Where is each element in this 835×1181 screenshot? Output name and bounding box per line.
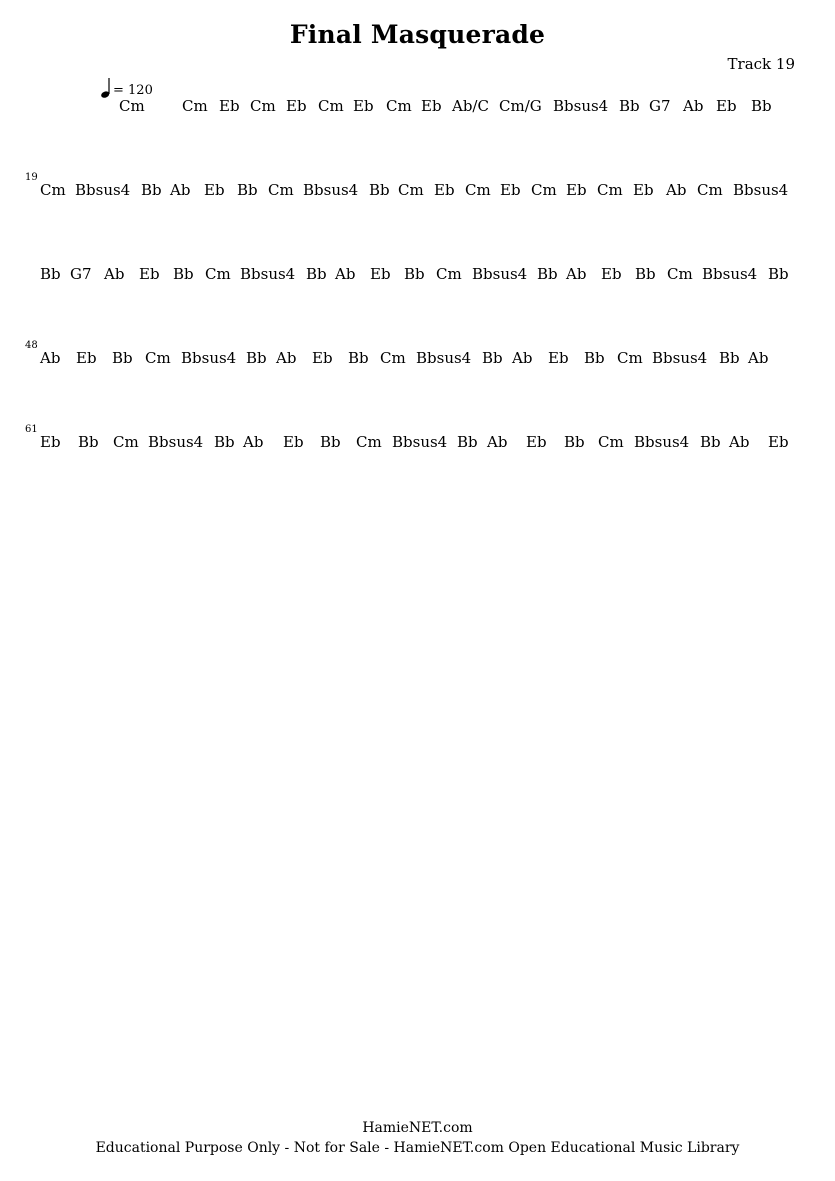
- chord-symbol: Cm: [697, 181, 723, 199]
- tempo-value: = 120: [113, 83, 153, 98]
- chord-symbol: Ab: [335, 265, 356, 283]
- chord-symbol: G7: [649, 97, 671, 115]
- chord-symbol: Bbsus4: [652, 349, 708, 367]
- chord-symbol: Eb: [500, 181, 521, 199]
- chord-symbol: Cm: [318, 97, 344, 115]
- chord-symbol: Bbsus4: [240, 265, 296, 283]
- chord-symbol: Bb: [369, 181, 390, 199]
- chord-symbol: Eb: [370, 265, 391, 283]
- chord-system: [0, 172, 835, 202]
- chord-symbol: Eb: [353, 97, 374, 115]
- chord-symbol: Cm: [386, 97, 412, 115]
- chord-symbol: Ab: [243, 433, 264, 451]
- chord-symbol: Ab: [40, 349, 61, 367]
- chord-symbol: Ab: [170, 181, 191, 199]
- chord-symbol: Cm: [250, 97, 276, 115]
- measure-number: 48: [25, 340, 38, 351]
- chord-symbol: Bbsus4: [148, 433, 204, 451]
- measure-number: 19: [25, 172, 38, 183]
- chord-symbol: Bbsus4: [634, 433, 690, 451]
- chord-symbol: Eb: [219, 97, 240, 115]
- chord-symbol: Cm: [268, 181, 294, 199]
- chord-symbol: Ab: [104, 265, 125, 283]
- chord-symbol: Cm: [40, 181, 66, 199]
- chord-symbol: Eb: [566, 181, 587, 199]
- chord-symbol: Cm: [182, 97, 208, 115]
- song-title: Final Masquerade: [289, 20, 546, 49]
- chord-symbol: Bbsus4: [303, 181, 359, 199]
- chord-symbol: Cm: [531, 181, 557, 199]
- chord-symbol: Cm/G: [499, 97, 542, 115]
- chord-symbol: Bbsus4: [553, 97, 609, 115]
- chord-symbol: Eb: [286, 97, 307, 115]
- chord-symbol: Bbsus4: [181, 349, 237, 367]
- chord-symbol: Eb: [601, 265, 622, 283]
- chord-symbol: Cm: [667, 265, 693, 283]
- chord-symbol: Cm: [356, 433, 382, 451]
- chord-symbol: Eb: [76, 349, 97, 367]
- chord-symbol: Eb: [283, 433, 304, 451]
- chord-symbol: Bbsus4: [472, 265, 528, 283]
- chord-symbol: Bb: [457, 433, 478, 451]
- chord-symbol: Bb: [768, 265, 789, 283]
- chord-symbol: Ab: [487, 433, 508, 451]
- chord-symbol: Bb: [112, 349, 133, 367]
- chord-symbol: Bb: [78, 433, 99, 451]
- measure-number: 61: [25, 424, 38, 435]
- chord-symbol: Cm: [205, 265, 231, 283]
- chord-symbol: Eb: [434, 181, 455, 199]
- footer-notice: Educational Purpose Only - Not for Sale - HamieNET.com Open Educational Music Library: [95, 1140, 740, 1156]
- chord-symbol: Ab/C: [452, 97, 489, 115]
- chord-symbol: Bb: [584, 349, 605, 367]
- chord-symbol: Bb: [751, 97, 772, 115]
- chord-system: [0, 96, 835, 118]
- chord-symbol: Bbsus4: [702, 265, 758, 283]
- chord-symbol: Bb: [719, 349, 740, 367]
- chord-symbol: Bb: [246, 349, 267, 367]
- chord-symbol: Bb: [306, 265, 327, 283]
- chord-symbol: Eb: [548, 349, 569, 367]
- chord-symbol: Eb: [312, 349, 333, 367]
- chord-symbol: Ab: [729, 433, 750, 451]
- chord-symbol: Bbsus4: [416, 349, 472, 367]
- chord-symbol: Ab: [512, 349, 533, 367]
- chord-symbol: Bb: [482, 349, 503, 367]
- chord-symbol: Bb: [635, 265, 656, 283]
- chord-symbol: Eb: [768, 433, 789, 451]
- chord-symbol: Bb: [619, 97, 640, 115]
- chord-symbol: Bbsus4: [733, 181, 789, 199]
- chord-symbol: Eb: [421, 97, 442, 115]
- chord-symbol: Cm: [617, 349, 643, 367]
- chord-symbol: Bb: [537, 265, 558, 283]
- chord-symbol: Eb: [40, 433, 61, 451]
- chord-symbol: Cm: [145, 349, 171, 367]
- chord-symbol: Bb: [348, 349, 369, 367]
- chord-symbol: Ab: [683, 97, 704, 115]
- chord-symbol: Bb: [700, 433, 721, 451]
- chord-symbol: Bb: [237, 181, 258, 199]
- chord-symbol: Bb: [141, 181, 162, 199]
- chord-system: [0, 340, 835, 370]
- chord-symbol: Eb: [139, 265, 160, 283]
- chord-symbol: Eb: [204, 181, 225, 199]
- chord-symbol: Eb: [633, 181, 654, 199]
- chord-symbol: Eb: [526, 433, 547, 451]
- footer-site: HamieNET.com: [362, 1120, 473, 1136]
- chord-system: [0, 264, 835, 286]
- chord-symbol: Bbsus4: [392, 433, 448, 451]
- chord-symbol: Bb: [173, 265, 194, 283]
- chord-symbol: Eb: [716, 97, 737, 115]
- chord-symbol: Ab: [566, 265, 587, 283]
- chord-symbol: Cm: [465, 181, 491, 199]
- chord-symbol: Cm: [113, 433, 139, 451]
- chord-symbol: Ab: [748, 349, 769, 367]
- chord-symbol: Cm: [380, 349, 406, 367]
- chord-symbol: G7: [70, 265, 92, 283]
- chord-symbol: Bb: [40, 265, 61, 283]
- chord-symbol: Ab: [666, 181, 687, 199]
- chord-system: [0, 424, 835, 454]
- chord-symbol: Cm: [119, 97, 145, 115]
- chord-symbol: Ab: [276, 349, 297, 367]
- chord-symbol: Bb: [404, 265, 425, 283]
- chord-symbol: Bbsus4: [75, 181, 131, 199]
- chord-symbol: Cm: [597, 181, 623, 199]
- chord-symbol: Bb: [564, 433, 585, 451]
- chord-symbol: Cm: [598, 433, 624, 451]
- chord-symbol: Cm: [436, 265, 462, 283]
- chord-symbol: Bb: [214, 433, 235, 451]
- track-label: Track 19: [727, 55, 795, 73]
- chord-symbol: Cm: [398, 181, 424, 199]
- chord-symbol: Bb: [320, 433, 341, 451]
